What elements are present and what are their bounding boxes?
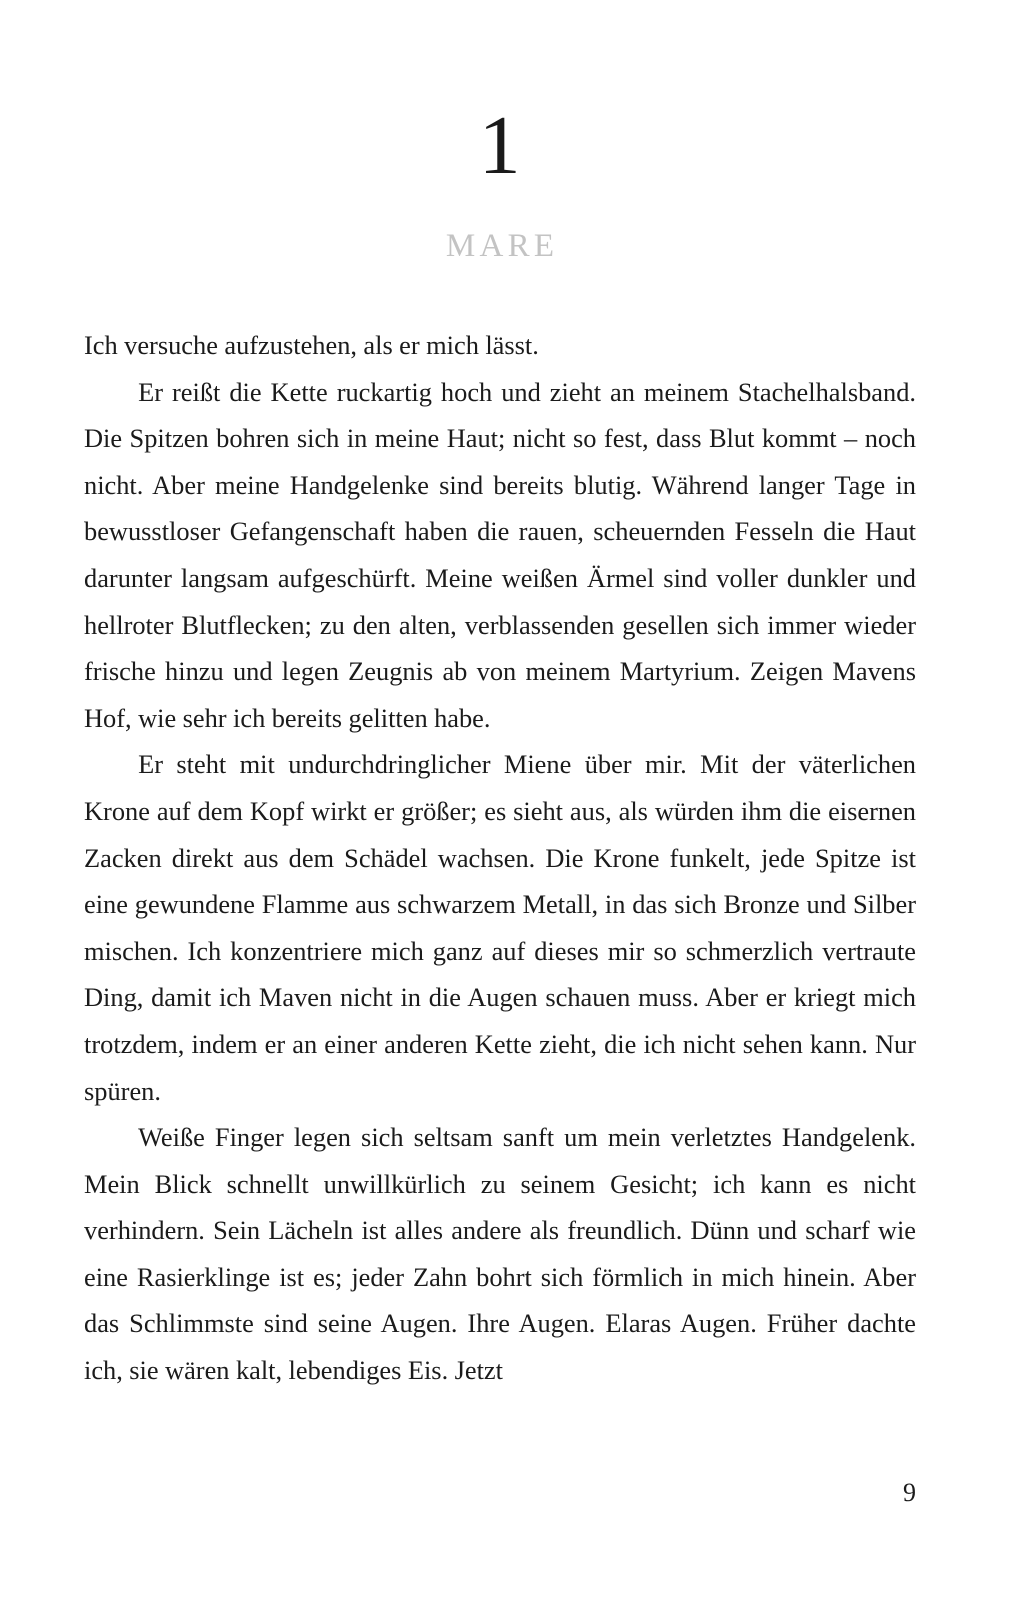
paragraph: Ich versuche aufzustehen, als er mich lässt.	[84, 330, 539, 360]
chapter-header	[84, 99, 916, 264]
paragraph: Er steht mit undurchdringlicher Miene über mir. Mit der väterlichen Krone auf dem Kopf wirkt er größer; es sieht aus, als würden ihm die eisernen Zacken direkt aus dem Schädel wachsen. Die Krone funkelt, jede Spitze ist eine gewundene Flamme aus schwarzem Metall, in das sich Bronze und Silber mischen. Ich konzentriere mich ganz auf dieses mir so schmerzlich vertraute Ding, damit ich Maven nicht in die Augen schauen muss. Aber er kriegt mich trotzdem, indem er an einer anderen Kette zieht, die ich nicht sehen kann. Nur spüren.	[84, 749, 916, 1106]
paragraph: Er reißt die Kette ruckartig hoch und zieht an meinem Stachelhalsband. Die Spitzen bohren sich in meine Haut; nicht so fest, dass Blut kommt – noch nicht. Aber meine Handgelenke sind bereits blutig. Während langer Tage in bewusstloser Gefangenschaft haben die rauen, scheuernden Fesseln die Haut darunter langsam aufgeschürft. Meine weißen Ärmel sind voller dunkler und hellroter Blutflecken; zu den alten, verblassenden gesellen sich immer wieder frische hinzu und legen Zeugnis ab von meinem Martyrium. Zeigen Mavens Hof, wie sehr ich bereits gelitten habe.	[84, 376, 916, 733]
chapter-number: 1	[478, 99, 522, 192]
page-number: 9	[903, 1478, 916, 1507]
paragraph: Weiße Finger legen sich seltsam sanft um mein verletztes Handgelenk. Mein Blick schnellt unwillkürlich zu seinem Gesicht; ich kann es nicht verhindern. Sein Lächeln ist alles andere als freundlich. Dünn und scharf wie eine Rasierklinge ist es; jeder Zahn bohrt sich förmlich in mich hinein. Aber das Schlimmste sind seine Augen. Ihre Augen. Elaras Augen. Früher dachte ich, sie wären kalt, lebendiges Eis. Jetzt	[84, 1122, 916, 1386]
body-text	[84, 322, 916, 1394]
chapter-subtitle: MARE	[445, 228, 559, 264]
